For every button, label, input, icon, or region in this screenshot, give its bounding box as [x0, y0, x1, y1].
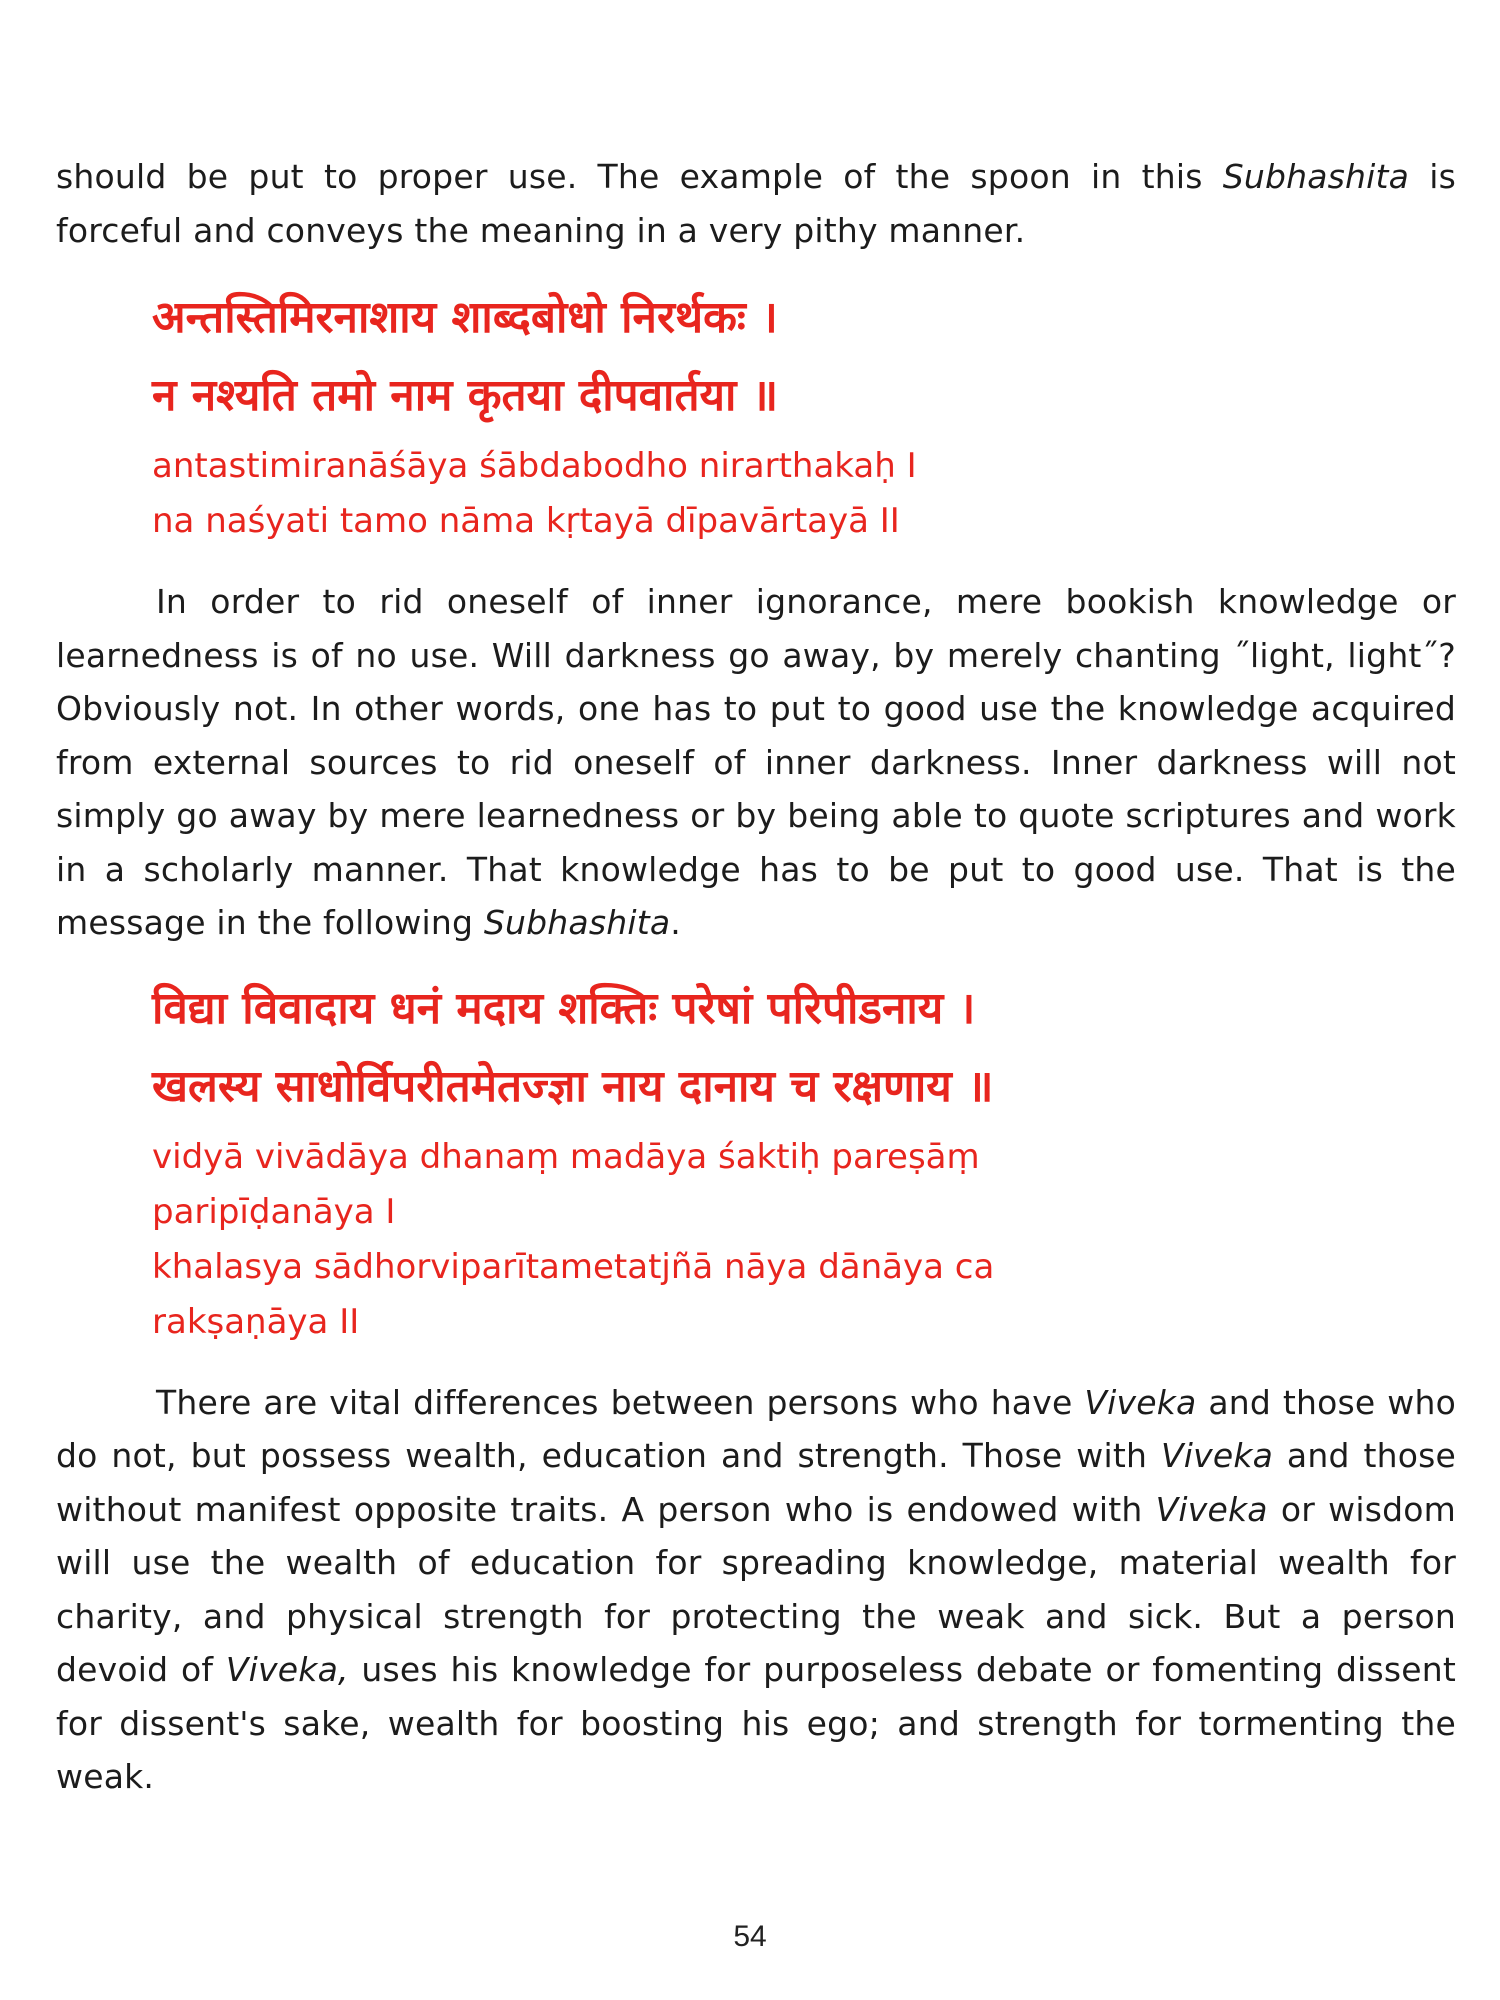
verse-1-transliteration-line-1: antastimiranāśāya śābdabodho nirarthakaḥ I	[152, 446, 917, 486]
explanation-1-italic-term: Subhashita	[483, 903, 671, 942]
intro-text-2: is forceful and conveys the meaning in a very pithy manner.	[56, 157, 1456, 250]
explanation-2-text-5: uses his knowledge for purposeless debate or fomenting dissent for dissent's sake, wealth for boosting his ego; and strength for tormenting the weak.	[56, 1650, 1457, 1796]
viveka-term-4: Viveka,	[225, 1650, 349, 1689]
viveka-term-3: Viveka	[1155, 1489, 1268, 1529]
explanation-paragraph-2	[56, 1376, 1456, 1804]
verse-2-transliteration-line-3: khalasya sādhorviparītametatjñā nāya dānāya ca	[152, 1246, 995, 1287]
explanation-paragraph-1	[56, 575, 1456, 950]
verse-2-transliteration-line-2: paripīḍanāya I	[152, 1191, 396, 1232]
verse-1-sanskrit-line-2: न नश्यति तमो नाम कृतया दीपवार्तया ॥	[152, 370, 779, 421]
explanation-2-text-4: or wisdom will use the wealth of education for spreading knowledge, material wealth for charity, and physical strength for protecting the weak and sick. But a person devoid of	[56, 1489, 1456, 1689]
explanation-1-end: .	[670, 903, 681, 942]
intro-paragraph	[56, 150, 1456, 257]
verse-2-sanskrit-line-2: खलस्य साधोर्विपरीतमेतज्ज्ञा नाय दानाय च रक्षणाय ॥	[152, 1060, 994, 1112]
explanation-1-text: In order to rid oneself of inner ignorance, mere bookish knowledge or learnedness is of no use. Will darkness go away, by merely chanting ˝light, light˝? Obviously not. In other words, one has to put to good use the knowledge acquired from external sources to rid oneself of inner darkness. Inner darkness will not simply go away by mere learnedness or by being able to quote scriptures and work in a scholarly manner. That knowledge has to be put to good use. That is the message in the following	[56, 582, 1456, 942]
page-content	[56, 150, 1456, 1804]
explanation-2-text-1: There are vital differences between persons who have	[156, 1382, 1085, 1422]
intro-text-1: should be put to proper use. The example of the spoon in this	[56, 157, 1223, 196]
explanation-2-text-2: and those who do not, but possess wealth, education and strength. Those with	[56, 1382, 1456, 1475]
verse-2-transliteration-line-4: rakṣaṇāya II	[152, 1301, 360, 1342]
viveka-term-1: Viveka	[1084, 1382, 1197, 1422]
verse-2	[56, 970, 1456, 1350]
verse-1	[56, 279, 1456, 549]
viveka-term-2: Viveka	[1160, 1436, 1274, 1475]
page-number: 54	[733, 1920, 767, 1953]
intro-italic-term: Subhashita	[1222, 157, 1410, 196]
verse-1-transliteration-line-2: na naśyati tamo nāma kṛtayā dīpavārtayā II	[152, 501, 900, 541]
verse-1-sanskrit-line-1: अन्तस्तिमिरनाशाय शाब्दबोधो निरर्थकः ।	[152, 292, 778, 343]
verse-2-transliteration-line-1: vidyā vivādāya dhanaṃ madāya śaktiḥ pareṣāṃ	[152, 1136, 980, 1177]
explanation-2-text-3: and those without manifest opposite traits. A person who is endowed with	[56, 1436, 1456, 1529]
verse-2-sanskrit-line-1: विद्या विवादाय धनं मदाय शक्तिः परेषां परिपीडनाय ।	[152, 982, 976, 1034]
